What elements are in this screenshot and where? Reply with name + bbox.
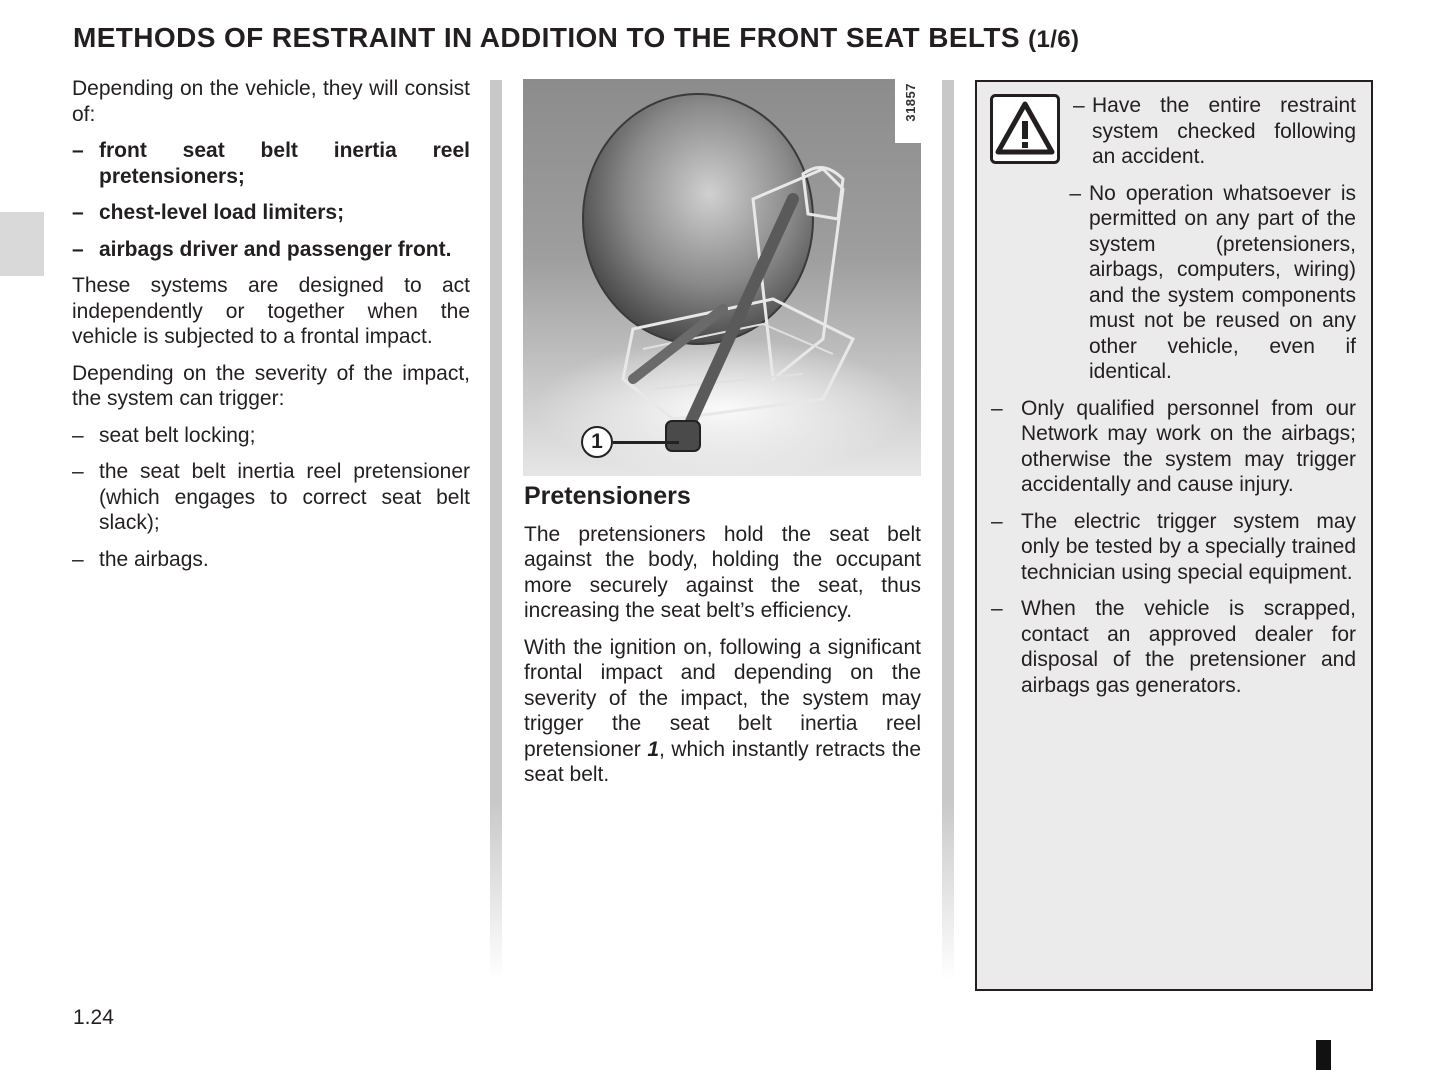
- list-item: – seat belt locking;: [72, 423, 256, 447]
- warning-item: – When the vehicle is scrapped, contact an approved dealer for disposal of the pretensioner and airbags gas generators.: [991, 597, 1356, 697]
- callout-marker: 1: [581, 426, 613, 458]
- airbag-seat-illustration: [523, 79, 921, 476]
- seat-airbag-drawing: [523, 79, 921, 476]
- warning-item: – Only qualified personnel from our Network may work on the airbags; otherwise the system may trigger accidentally and cause injury.: [991, 396, 1356, 496]
- paragraph: The pretensioners hold the seat belt against the body, holding the occupant more securely against the seat, thus increasing the seat belt’s efficiency.: [524, 522, 921, 622]
- page-corner-mark: [1316, 1040, 1331, 1070]
- paragraph: These systems are designed to act independently or together when the vehicle is subjected to a frontal impact.: [72, 274, 470, 348]
- list-item: – the seat belt inertia reel pretensioner (which engages to correct seat belt slack);: [72, 460, 470, 534]
- page-title: METHODS OF RESTRAINT IN ADDITION TO THE FRONT SEAT BELTS (1/6): [73, 22, 1080, 53]
- callout-reference: 1: [647, 737, 659, 761]
- warning-item: – Have the entire restraint system checked following an accident.: [1073, 94, 1356, 168]
- section-heading: Pretensioners: [524, 482, 691, 510]
- warning-item: – No operation whatsoever is permitted on any part of the system (pretensioners, airbags, computers, wiring) and the system components must not be reused on any other vehicle, even if identical.: [1069, 181, 1356, 383]
- figure-ref-number: 31857: [903, 83, 918, 122]
- list-item: – the airbags.: [72, 547, 209, 571]
- figure-ref-strip: [895, 79, 921, 143]
- section-tab: [0, 212, 44, 276]
- page-number: 1.24: [73, 1006, 114, 1029]
- warning-text: [991, 93, 1356, 709]
- column-middle: [524, 484, 921, 799]
- list-item: – chest-level load limiters;: [72, 201, 345, 224]
- inertia-reel-pretensioner: [666, 421, 700, 451]
- list-item: – airbags driver and passenger front.: [72, 237, 452, 261]
- callout-line: [613, 441, 679, 444]
- list-item: – front seat belt inertia reel pretensioners;: [72, 139, 470, 188]
- paragraph: Depending on the severity of the impact, the system can trigger:: [72, 361, 470, 410]
- paragraph: With the ignition on, following a significant frontal impact and depending on the severity of the impact, the system may trigger the seat belt inertia reel pretensioner 1, which instantly retracts the seat belt.: [524, 635, 922, 786]
- column-left: [72, 76, 470, 583]
- intro-text: Depending on the vehicle, they will consist of:: [72, 77, 470, 126]
- column-divider: [942, 80, 954, 980]
- warning-item: – The electric trigger system may only be tested by a specially trained technician using special equipment.: [991, 509, 1356, 584]
- column-divider: [490, 80, 502, 980]
- warning-box: [975, 80, 1373, 991]
- page-part: (1/6): [1028, 26, 1080, 53]
